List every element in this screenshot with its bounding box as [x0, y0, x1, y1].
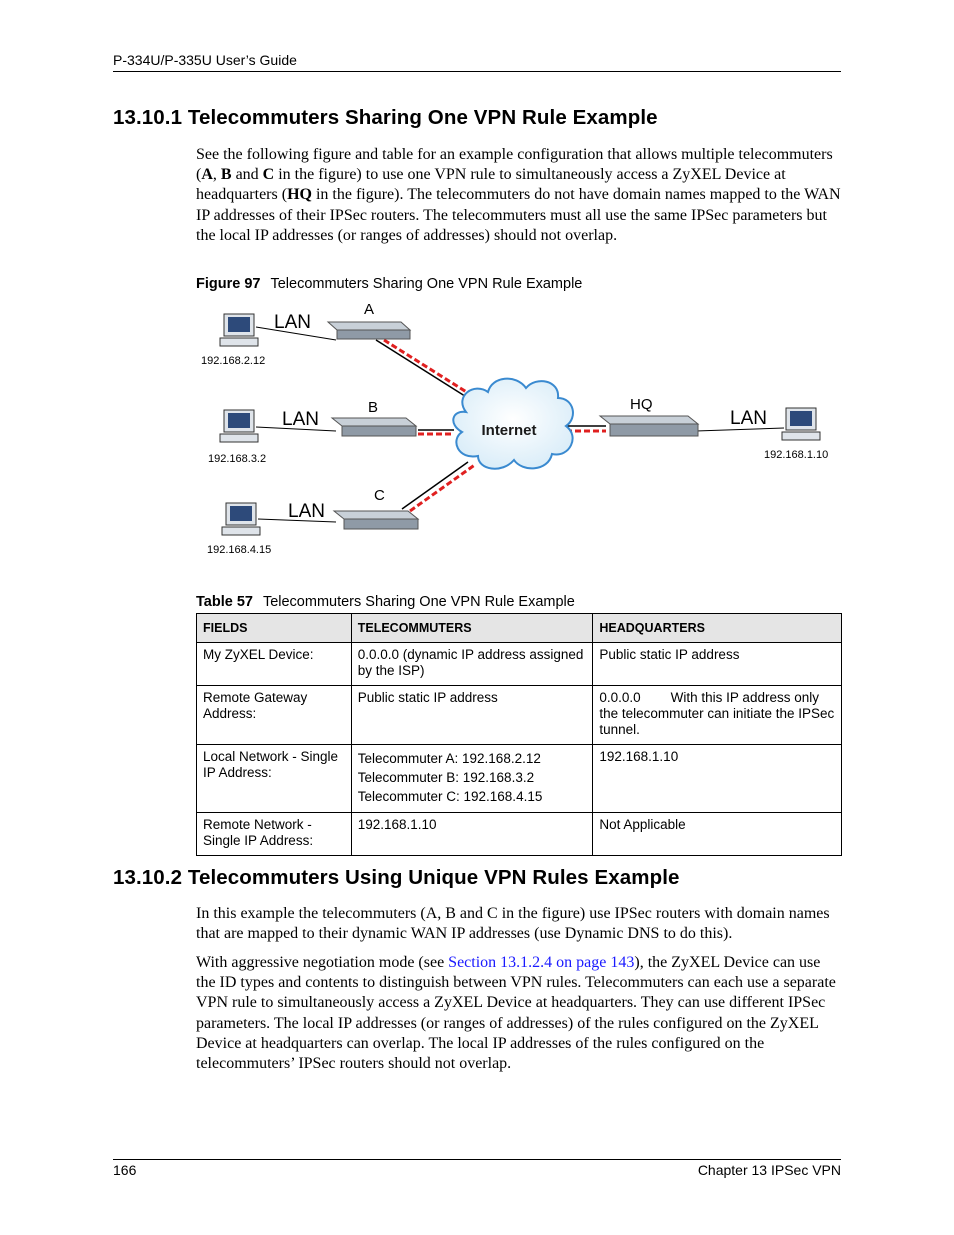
- section-2-paragraph-1: In this example the telecommuters (A, B and C in the figure) use IPSec routers with domain names that are mapped to their dynamic WAN IP addresses (use Dynamic DNS to do this).: [196, 905, 830, 943]
- cell-headquarters: Public static IP address: [593, 643, 842, 686]
- cell-telecommuters: [351, 745, 593, 813]
- para2-text-end: ), the ZyXEL Device can use the ID types and contents to distinguish between VPN rules. Telecommuters can each use a separate VPN rule to simultaneously access a ZyXEL Device at headquarters. They can use different IPSec parameters. The local IP addresses (or ranges of addresses) of the rules configured on the ZyXEL Device at headquarters can overlap. The local IP addresses of the rules configured on the telecommuters’ IPSec routers should not overlap.: [196, 954, 836, 1073]
- table-header-row: [197, 614, 842, 643]
- cell-field: Remote Gateway Address:: [197, 686, 352, 745]
- ip-label-b: 192.168.3.2: [208, 453, 267, 465]
- section-heading-13-10-1: 13.10.1 Telecommuters Sharing One VPN Rule Example: [113, 106, 658, 129]
- table-title: Telecommuters Sharing One VPN Rule Example: [262, 594, 575, 610]
- router-c: [334, 511, 418, 529]
- bold-term: B: [220, 166, 232, 184]
- cell-field: My ZyXEL Device:: [197, 643, 352, 686]
- cell-telecommuters: 192.168.1.10: [351, 813, 593, 856]
- network-diagram: [196, 300, 838, 558]
- router-hq-label: HQ: [630, 396, 653, 413]
- table-row: [197, 745, 842, 813]
- figure-caption: [196, 276, 582, 292]
- cell-headquarters: 192.168.1.10: [593, 745, 842, 813]
- paragraph-text: and: [231, 166, 263, 184]
- ip-label-a: 192.168.2.12: [201, 355, 266, 367]
- header-headquarters: HEADQUARTERS: [593, 614, 842, 643]
- header-telecommuters: TELECOMMUTERS: [351, 614, 593, 643]
- cell-field: Remote Network - Single IP Address:: [197, 813, 352, 856]
- figure-title: Telecommuters Sharing One VPN Rule Example: [270, 276, 583, 292]
- bold-term: C: [262, 166, 275, 184]
- table-label: Table 57: [196, 594, 253, 610]
- table-row: [197, 643, 842, 686]
- router-a-label: A: [364, 301, 375, 318]
- cell-headquarters: 0.0.0.0 With this IP address only the telecommuter can initiate the IPSec tunnel.: [593, 686, 842, 745]
- header-fields: FIELDS: [197, 614, 352, 643]
- page-number: 166: [113, 1162, 137, 1178]
- para2-text-start: With aggressive negotiation mode (see: [196, 954, 449, 971]
- cell-headquarters: Not Applicable: [593, 813, 842, 856]
- router-c-label: C: [374, 487, 385, 504]
- router-b: [332, 418, 416, 436]
- wan-link-b: [418, 430, 454, 434]
- computer-a-icon: [220, 314, 258, 346]
- paragraph-text: in the figure) to use one VPN rule to simultaneously access a ZyXEL Device at headquarters (: [196, 166, 786, 204]
- telecommuter-b-ip: Telecommuter B: 192.168.3.2: [357, 770, 535, 785]
- cell-telecommuters: Public static IP address: [351, 686, 593, 745]
- paragraph-text: See the following figure and table for an example configuration that allows multiple telecommuters (: [196, 146, 833, 184]
- router-b-label: B: [368, 399, 379, 416]
- computer-c-icon: [222, 503, 260, 535]
- computer-hq-icon: [782, 408, 820, 440]
- section-1-paragraph: [196, 145, 841, 246]
- lan-label-a: LAN: [274, 312, 311, 333]
- wan-link-a: [376, 340, 476, 398]
- ip-label-hq: 192.168.1.10: [764, 449, 829, 461]
- internet-cloud: [453, 379, 573, 469]
- chapter-title: Chapter 13 IPSec VPN: [697, 1162, 841, 1178]
- bold-term: A: [201, 166, 213, 184]
- figure-label: Figure 97: [196, 276, 261, 292]
- cell-telecommuters: 0.0.0.0 (dynamic IP address assigned by the ISP): [351, 643, 593, 686]
- section-2-paragraph-2: [196, 953, 841, 1074]
- router-hq: [600, 416, 698, 436]
- footer-rule: [113, 1159, 841, 1160]
- lan-label-c: LAN: [288, 501, 325, 522]
- cell-field: Local Network - Single IP Address:: [197, 745, 352, 813]
- lan-label-hq: LAN: [730, 408, 767, 429]
- wan-link-c: [402, 462, 476, 511]
- section-link[interactable]: Section 13.1.2.4 on page 143: [448, 954, 635, 971]
- lan-label-b: LAN: [282, 409, 319, 430]
- table-row: [197, 813, 842, 856]
- header-rule: [113, 71, 841, 72]
- config-table: [196, 613, 842, 856]
- wan-link-hq: [566, 426, 606, 431]
- running-header: P-334U/P-335U User’s Guide: [113, 52, 297, 68]
- router-a: [328, 322, 410, 339]
- table-caption: [196, 594, 575, 610]
- paragraph-text: ,: [212, 166, 221, 184]
- paragraph-text: in the figure). The telecommuters do not have domain names mapped to the WAN IP addresses of their IPSec routers. The telecommuters must all use the same IPSec parameters but the local IP addresses (or ranges of addresses) should not overlap.: [196, 186, 841, 244]
- bold-term: HQ: [287, 186, 312, 204]
- computer-b-icon: [220, 410, 258, 442]
- telecommuter-a-ip: Telecommuter A: 192.168.2.12: [357, 751, 541, 766]
- ip-label-c: 192.168.4.15: [207, 544, 272, 556]
- section-heading-13-10-2: 13.10.2 Telecommuters Using Unique VPN Rules Example: [113, 866, 680, 889]
- table-row: [197, 686, 842, 745]
- telecommuter-c-ip: Telecommuter C: 192.168.4.15: [357, 789, 543, 804]
- internet-label: Internet: [481, 422, 537, 439]
